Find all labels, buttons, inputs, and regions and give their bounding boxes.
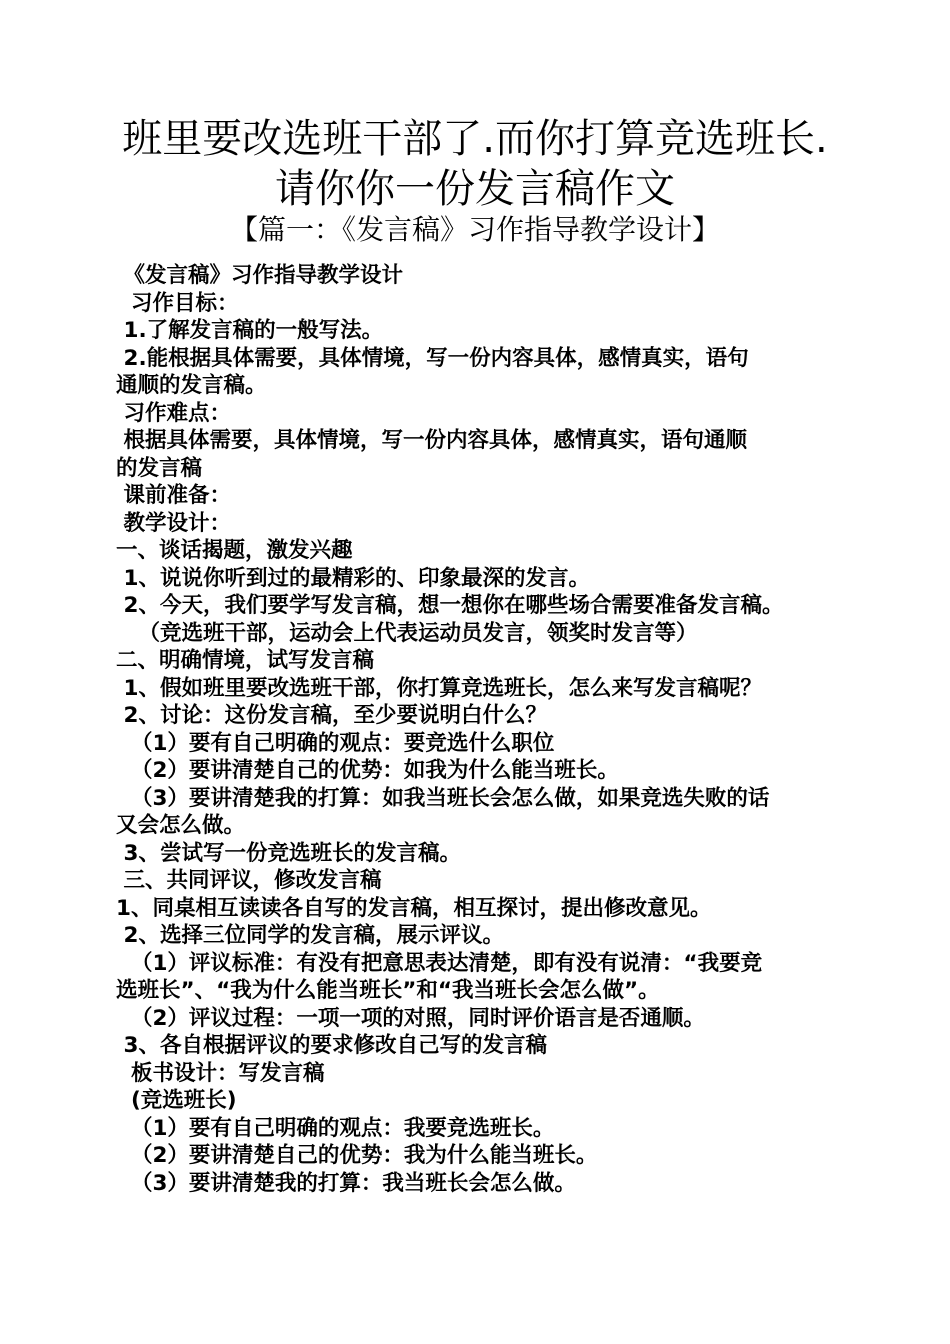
text-line: 的发言稿 bbox=[116, 455, 203, 481]
text-line: 2、选择三位同学的发言稿，展示评议。 bbox=[116, 923, 504, 948]
text-line: 2、今天，我们要学写发言稿，想一想你在哪些场合需要准备发言稿。 bbox=[116, 593, 784, 618]
text-line: 3、各自根据评议的要求修改自己写的发言稿 bbox=[116, 1033, 547, 1058]
text-line: 2、讨论：这份发言稿，至少要说明白什么？ bbox=[116, 703, 547, 728]
text-line: 一、谈话揭题，激发兴趣 bbox=[116, 538, 353, 563]
text-line: 1、假如班里要改选班干部，你打算竞选班长，怎么来写发言稿呢？ bbox=[116, 675, 762, 701]
text-line: 3、尝试写一份竞选班长的发言稿。 bbox=[116, 840, 461, 866]
text-line: （竞选班干部，运动会上代表运动员发言，领奖时发言等） bbox=[116, 620, 698, 646]
text-line: （1）评议标准：有没有把意思表达清楚，即有没有说清：“我要竞 bbox=[116, 950, 763, 976]
text-line: （2）评议过程：一项一项的对照，同时评价语言是否通顺。 bbox=[116, 1005, 705, 1031]
text-line: 1、说说你听到过的最精彩的、印象最深的发言。 bbox=[116, 565, 590, 591]
text-line: （2）要讲清楚自己的优势：如我为什么能当班长。 bbox=[116, 758, 619, 783]
text-line: 二、明确情境，试写发言稿 bbox=[116, 648, 375, 673]
text-line: 习作难点： bbox=[116, 400, 231, 426]
text-line: （3）要讲清楚我的打算：我当班长会怎么做。 bbox=[116, 1170, 576, 1196]
text-line: 根据具体需要，具体情境，写一份内容具体，感情真实，语句通顺 bbox=[116, 428, 747, 453]
text-line: 又会怎么做。 bbox=[116, 813, 246, 838]
document-body bbox=[116, 262, 836, 1197]
document-title-line-1: 班里要改选班干部了.而你打算竞选班长. bbox=[122, 116, 828, 162]
document-subtitle: 【篇一：《发言稿》习作指导教学设计】 bbox=[229, 213, 720, 246]
text-line: (竞选班长) bbox=[116, 1088, 237, 1113]
text-line: 通顺的发言稿。 bbox=[116, 373, 267, 398]
text-line: 教学设计： bbox=[116, 510, 231, 536]
text-line: 选班长”、“我为什么能当班长”和“我当班长会怎么做”。 bbox=[116, 978, 660, 1003]
text-line: 习作目标： bbox=[116, 290, 239, 316]
text-line: 2.能根据具体需要，具体情境，写一份内容具体，感情真实，语句 bbox=[116, 345, 749, 371]
text-line: （1）要有自己明确的观点：要竞选什么职位 bbox=[116, 730, 555, 756]
text-line: （2）要讲清楚自己的优势：我为什么能当班长。 bbox=[116, 1143, 598, 1168]
document-title-line-2: 请你你一份发言稿作文 bbox=[275, 166, 675, 212]
text-line: 课前准备： bbox=[116, 483, 231, 508]
text-line: （3）要讲清楚我的打算：如我当班长会怎么做，如果竞选失败的话 bbox=[116, 785, 770, 811]
text-line: 三、共同评议，修改发言稿 bbox=[116, 868, 382, 893]
text-line: 《发言稿》习作指导教学设计 bbox=[116, 263, 403, 288]
text-line: 板书设计：写发言稿 bbox=[116, 1060, 325, 1086]
text-line: 1.了解发言稿的一般写法。 bbox=[116, 318, 384, 343]
text-line: 1、同桌相互读读各自写的发言稿，相互探讨，提出修改意见。 bbox=[116, 895, 712, 921]
text-line: （1）要有自己明确的观点：我要竞选班长。 bbox=[116, 1115, 555, 1141]
